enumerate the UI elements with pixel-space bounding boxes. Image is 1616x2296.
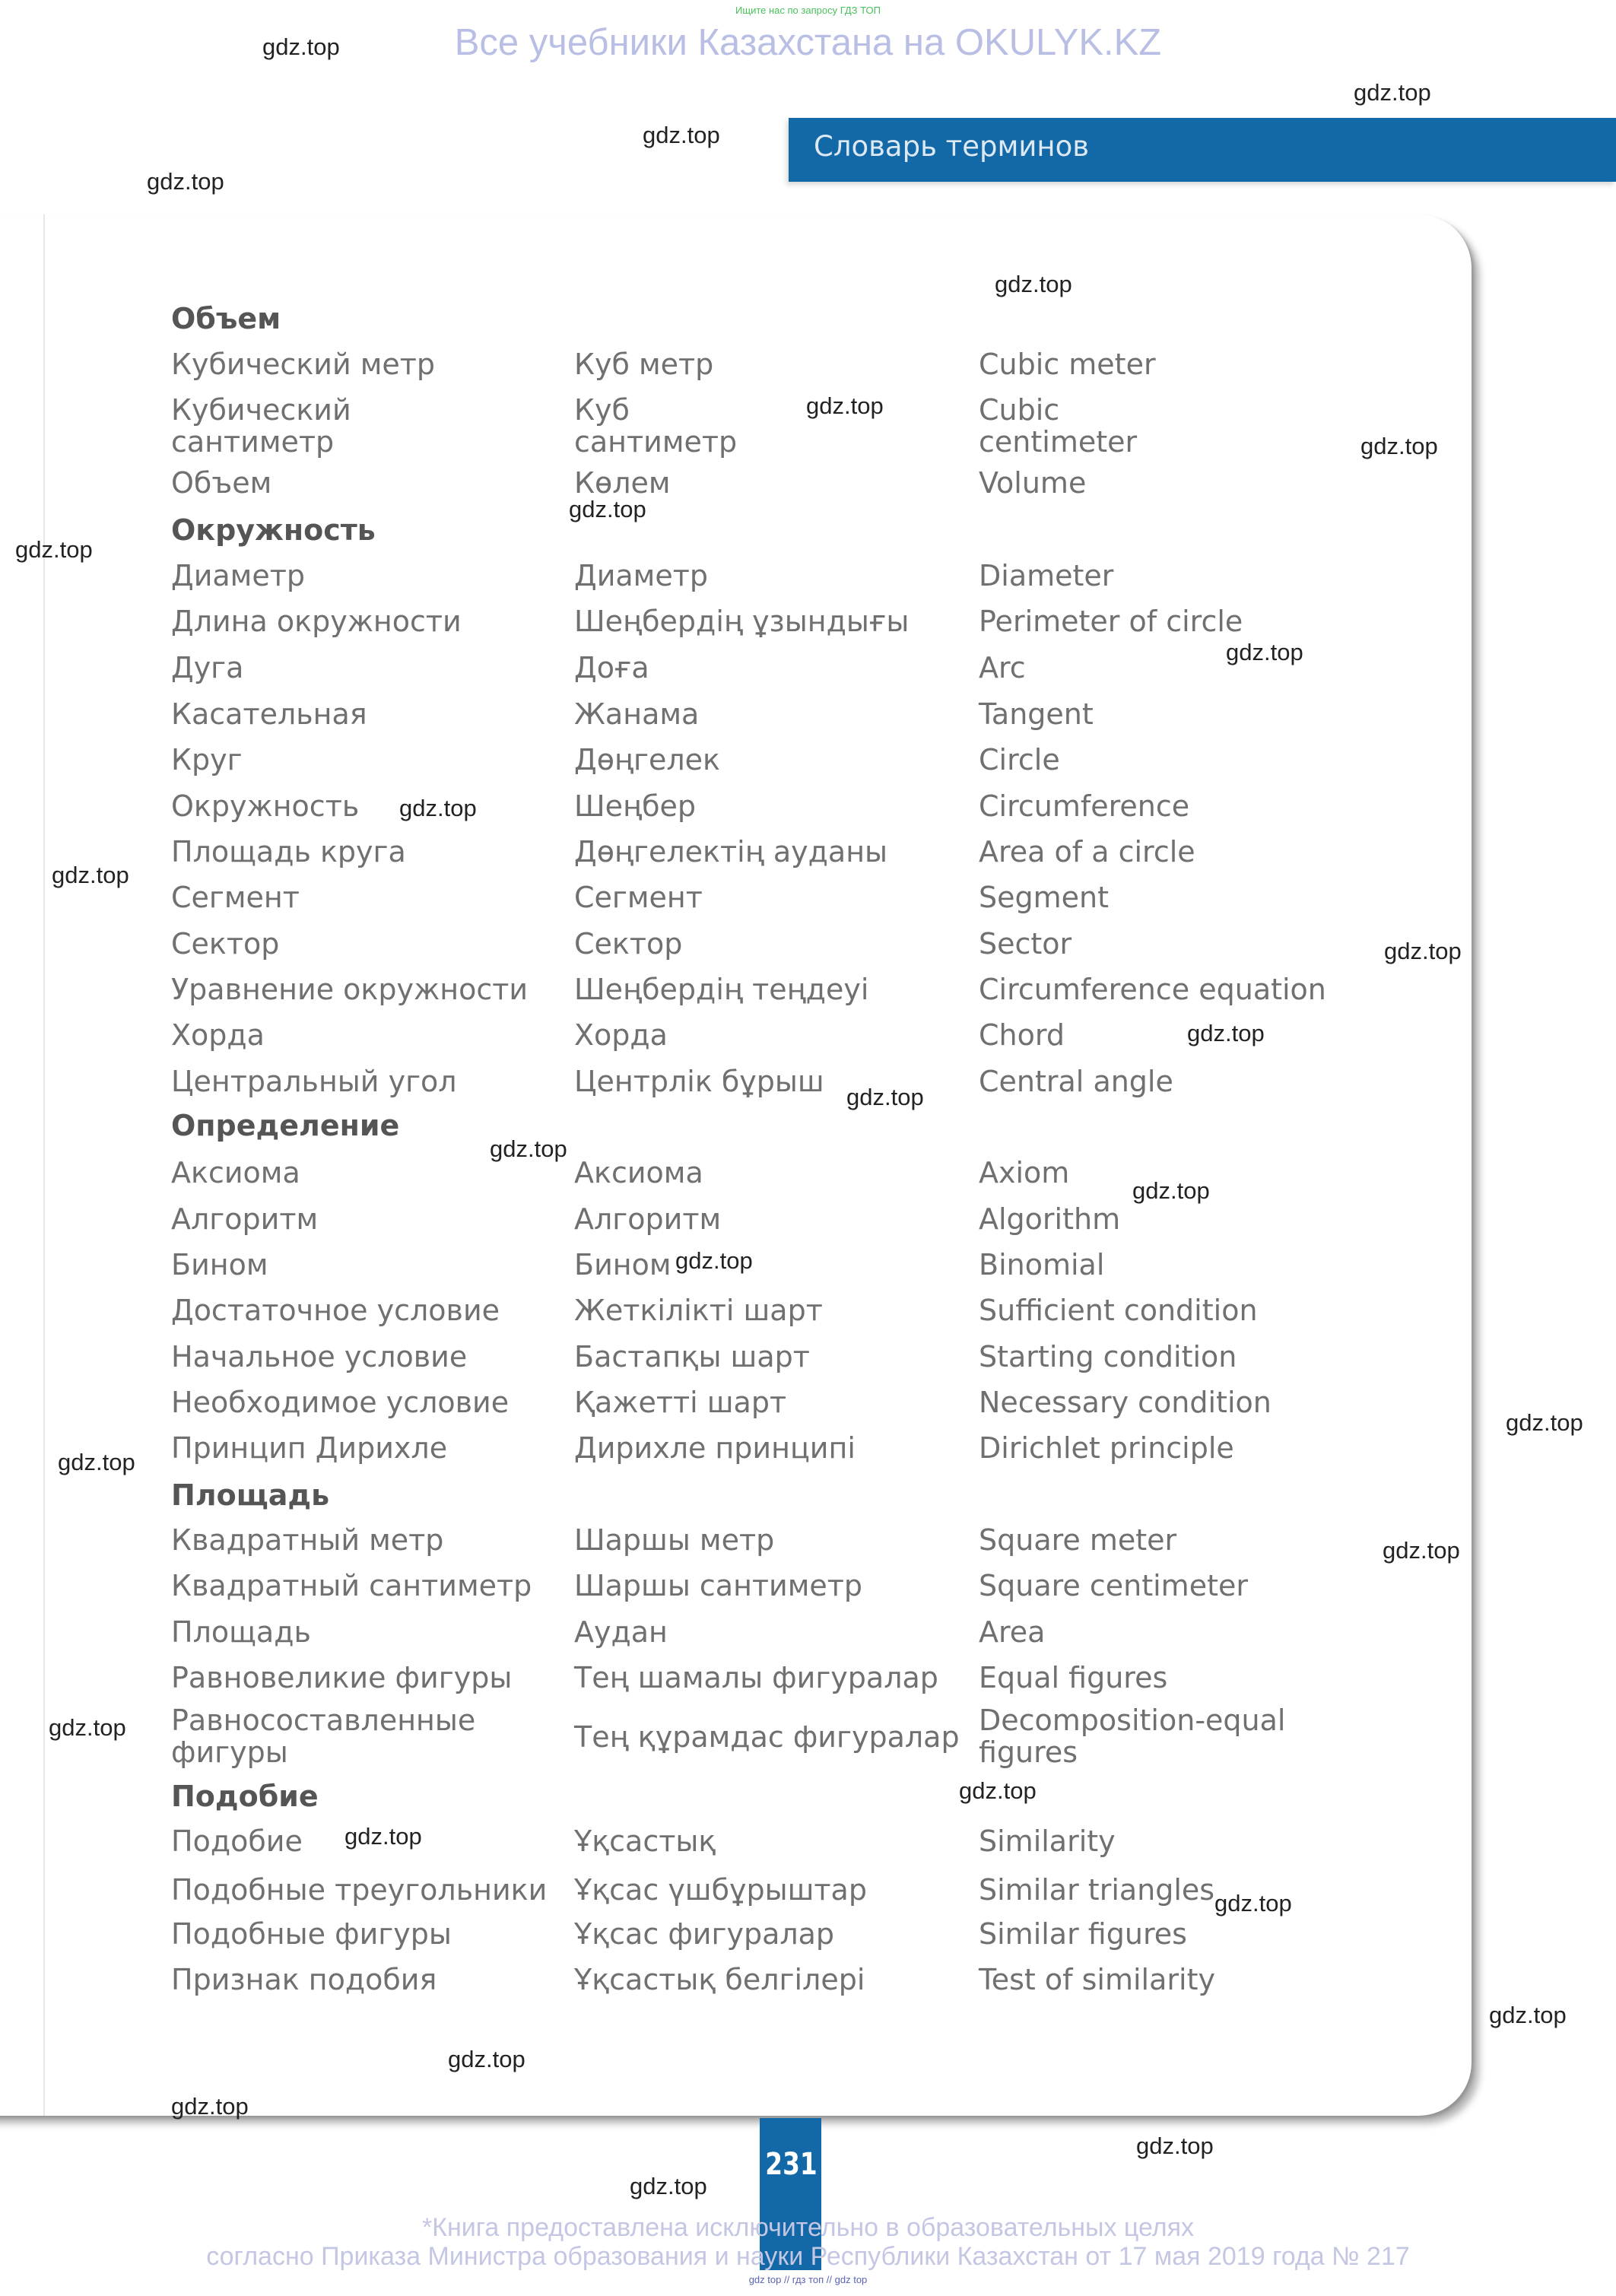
- term-en: Central angle: [979, 1065, 1173, 1098]
- term-ru: Центральный угол: [171, 1065, 457, 1098]
- term-kz: Доға: [574, 651, 649, 684]
- section-title-definition: Определение: [171, 1109, 400, 1142]
- term-kz: Тең шамалы фигуралар: [574, 1661, 938, 1694]
- term-ru: Принцип Дирихле: [171, 1431, 448, 1465]
- term-ru: Кубический сантиметр: [171, 393, 351, 459]
- term-en: Axiom: [979, 1156, 1070, 1189]
- watermark: gdz.top: [49, 1714, 126, 1741]
- term-kz: Жеткілікті шарт: [574, 1294, 823, 1327]
- watermark: gdz.top: [448, 2046, 525, 2072]
- term-kz: Шеңбер: [574, 789, 697, 823]
- watermark: gdz.top: [262, 33, 340, 60]
- term-en: Arc: [979, 651, 1026, 684]
- term-ru: Кубический метр: [171, 348, 436, 381]
- watermark: gdz.top: [643, 122, 720, 148]
- term-ru: Подобие: [171, 1824, 303, 1858]
- term-ru: Хорда: [171, 1018, 265, 1052]
- term-en: Binomial: [979, 1248, 1105, 1281]
- bottom-note: gdz top // гдз топ // gdz top: [748, 2274, 868, 2285]
- term-en: Sector: [979, 927, 1072, 961]
- term-ru: Квадратный сантиметр: [171, 1569, 532, 1602]
- term-en: Equal figures: [979, 1661, 1168, 1694]
- term-kz: Көлем: [574, 466, 671, 500]
- watermark: gdz.top: [1384, 938, 1462, 964]
- panel-edge-divider: [43, 214, 45, 2116]
- term-en: Starting condition: [979, 1340, 1237, 1373]
- watermark: gdz.top: [147, 168, 224, 195]
- watermark: gdz.top: [58, 1449, 135, 1475]
- term-en: Similarity: [979, 1824, 1116, 1858]
- glossary-title: Словарь терминов: [814, 130, 1090, 163]
- watermark: gdz.top: [15, 536, 93, 563]
- watermark: gdz.top: [846, 1084, 924, 1110]
- term-kz: Ұқсас үшбұрыштар: [574, 1873, 867, 1907]
- term-kz: Дирихле принципі: [574, 1431, 856, 1465]
- watermark: gdz.top: [1506, 1409, 1583, 1436]
- watermark: gdz.top: [1383, 1537, 1460, 1564]
- term-ru: Дуга: [171, 651, 244, 684]
- term-en: Circumference: [979, 789, 1190, 823]
- top-note: Ищите нас по запросу ГДЗ ТОП: [735, 5, 881, 16]
- watermark: gdz.top: [569, 496, 646, 522]
- term-kz: Алгоритм: [574, 1202, 722, 1236]
- term-kz: Сегмент: [574, 881, 703, 914]
- watermark: gdz.top: [1132, 1177, 1210, 1204]
- term-en: Diameter: [979, 559, 1114, 592]
- watermark: gdz.top: [171, 2093, 249, 2120]
- watermark: gdz.top: [675, 1247, 753, 1274]
- term-kz: Шеңбердің теңдеуі: [574, 973, 869, 1006]
- term-ru: Достаточное условие: [171, 1294, 500, 1327]
- term-ru: Равновеликие фигуры: [171, 1661, 513, 1694]
- term-ru: Длина окружности: [171, 605, 462, 638]
- watermark: gdz.top: [1136, 2132, 1214, 2159]
- watermark: gdz.top: [806, 392, 884, 419]
- term-en: Perimeter of circle: [979, 605, 1243, 638]
- term-ru: Алгоритм: [171, 1202, 319, 1236]
- watermark: gdz.top: [995, 271, 1072, 297]
- term-en: Area of a circle: [979, 835, 1195, 869]
- term-kz: Сектор: [574, 927, 683, 961]
- section-title-area: Площадь: [171, 1478, 330, 1512]
- term-ru: Касательная: [171, 697, 367, 731]
- term-ru: Площадь круга: [171, 835, 406, 869]
- term-kz: Жанама: [574, 697, 700, 731]
- term-kz: Куб метр: [574, 348, 714, 381]
- term-kz: Қажетті шарт: [574, 1386, 787, 1419]
- term-ru: Сектор: [171, 927, 280, 961]
- term-en: Chord: [979, 1018, 1065, 1052]
- term-en: Tangent: [979, 697, 1094, 731]
- term-ru: Объем: [171, 466, 272, 500]
- term-en: Segment: [979, 881, 1109, 914]
- term-kz: Диаметр: [574, 559, 708, 592]
- term-en: Circle: [979, 743, 1060, 776]
- term-ru: Подобные треугольники: [171, 1873, 548, 1907]
- term-kz: Аудан: [574, 1615, 668, 1649]
- watermark: gdz.top: [1354, 79, 1431, 106]
- term-en: Square meter: [979, 1523, 1177, 1557]
- site-banner[interactable]: Все учебники Казахстана на OKULYK.KZ: [454, 22, 1162, 63]
- term-en: Circumference equation: [979, 973, 1326, 1006]
- term-ru: Бином: [171, 1248, 268, 1281]
- term-kz: Хорда: [574, 1018, 668, 1052]
- section-title-similarity: Подобие: [171, 1780, 319, 1813]
- term-en: Area: [979, 1615, 1046, 1649]
- term-en: Dirichlet principle: [979, 1431, 1234, 1465]
- term-en: Similar triangles: [979, 1873, 1215, 1907]
- term-ru: Аксиома: [171, 1156, 300, 1189]
- term-kz: Шаршы метр: [574, 1523, 775, 1557]
- term-ru: Сегмент: [171, 881, 300, 914]
- term-ru: Диаметр: [171, 559, 305, 592]
- section-title-volume: Объем: [171, 302, 281, 335]
- term-kz: Центрлік бұрыш: [574, 1065, 824, 1098]
- watermark: gdz.top: [52, 862, 129, 888]
- term-kz: Тең құрамдас фигуралар: [574, 1720, 960, 1754]
- term-ru: Равносоставленные фигуры: [171, 1704, 476, 1769]
- term-en: Volume: [979, 466, 1087, 500]
- watermark: gdz.top: [344, 1823, 422, 1850]
- term-kz: Бином: [574, 1248, 671, 1281]
- section-title-circle: Окружность: [171, 513, 376, 547]
- watermark: gdz.top: [959, 1777, 1037, 1804]
- watermark: gdz.top: [1214, 1890, 1292, 1917]
- term-en: Decomposition-equal figures: [979, 1704, 1286, 1769]
- term-kz: Дөңгелек: [574, 743, 721, 776]
- term-en: Necessary condition: [979, 1386, 1272, 1419]
- term-kz: Дөңгелектің ауданы: [574, 835, 888, 869]
- term-ru: Подобные фигуры: [171, 1917, 452, 1951]
- page-number: 231: [765, 2147, 818, 2182]
- watermark: gdz.top: [630, 2173, 707, 2199]
- footer-notice-line1: *Книга предоставлена исключительно в образовательных целях: [421, 2213, 1195, 2242]
- term-ru: Признак подобия: [171, 1963, 437, 1996]
- watermark: gdz.top: [399, 795, 477, 821]
- term-en: Cubic centimeter: [979, 393, 1138, 459]
- term-en: Sufficient condition: [979, 1294, 1258, 1327]
- watermark: gdz.top: [1360, 433, 1438, 459]
- term-kz: Бастапқы шарт: [574, 1340, 810, 1373]
- term-kz: Аксиома: [574, 1156, 703, 1189]
- watermark: gdz.top: [1489, 2002, 1567, 2028]
- term-kz: Шеңбердің ұзындығы: [574, 605, 910, 638]
- term-kz: Шаршы сантиметр: [574, 1569, 863, 1602]
- term-en: Test of similarity: [979, 1963, 1215, 1996]
- term-kz: Ұқсастық: [574, 1824, 716, 1858]
- term-en: Algorithm: [979, 1202, 1121, 1236]
- term-ru: Уравнение окружности: [171, 973, 529, 1006]
- watermark: gdz.top: [1226, 639, 1303, 665]
- term-kz: Куб сантиметр: [574, 393, 738, 459]
- footer-notice-line2: согласно Приказа Министра образования и науки Республики Казахстан от 17 мая 2019 года № 217: [206, 2242, 1410, 2271]
- term-kz: Ұқсас фигуралар: [574, 1917, 835, 1951]
- term-ru: Начальное условие: [171, 1340, 468, 1373]
- term-kz: Ұқсастық белгілері: [574, 1963, 865, 1996]
- watermark: gdz.top: [490, 1135, 567, 1162]
- term-en: Similar figures: [979, 1917, 1187, 1951]
- term-ru: Необходимое условие: [171, 1386, 510, 1419]
- term-ru: Круг: [171, 743, 243, 776]
- term-en: Cubic meter: [979, 348, 1156, 381]
- glossary-header: [789, 118, 1616, 182]
- term-en: Square centimeter: [979, 1569, 1248, 1602]
- term-ru: Площадь: [171, 1615, 311, 1649]
- term-ru: Квадратный метр: [171, 1523, 444, 1557]
- term-ru: Окружность: [171, 789, 360, 823]
- watermark: gdz.top: [1187, 1020, 1265, 1046]
